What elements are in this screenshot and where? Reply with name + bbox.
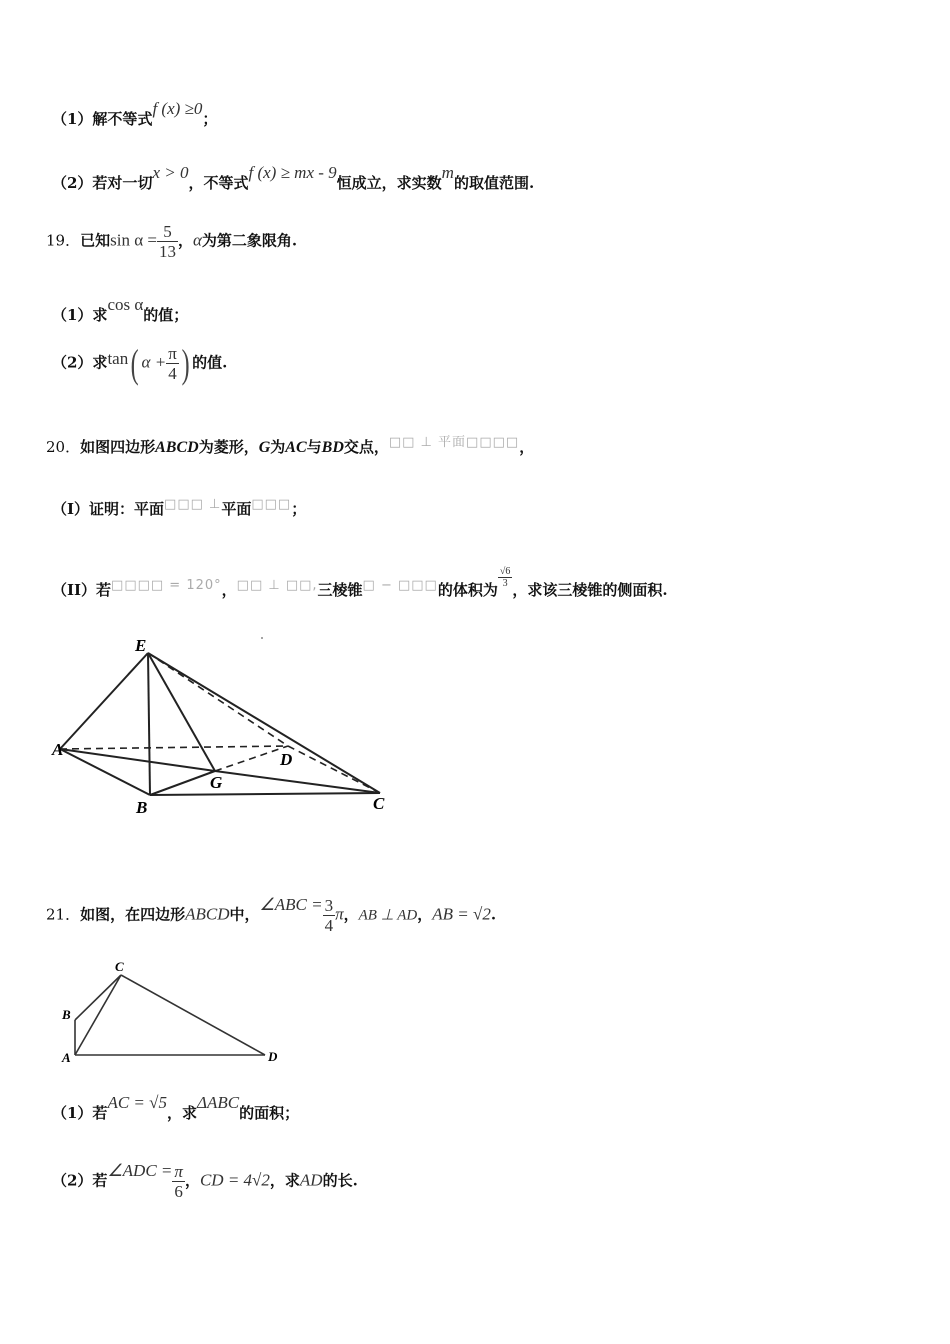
- q21-p2-mid: ，求: [269, 1171, 300, 1190]
- q20-stem: [46, 436, 534, 457]
- q19-stem: [46, 222, 297, 261]
- q21-angle-lhs: ∠ABC =: [259, 894, 323, 914]
- edge-eg: [148, 653, 215, 771]
- fig20-label-a: A: [52, 740, 64, 759]
- q21-number: 21．: [46, 905, 81, 924]
- q21-comma2: ，: [417, 905, 433, 924]
- q18-part1: [52, 99, 218, 129]
- q21-p2-fraction: [172, 1162, 185, 1201]
- q20-text5: 交点，: [343, 438, 389, 456]
- q21-p2-label: （2）若: [52, 1171, 108, 1190]
- q20-p1-garbled1: □□□ ⊥: [164, 497, 222, 512]
- q20-p2-comma: ，: [221, 581, 237, 599]
- fig20-label-g: G: [210, 773, 223, 792]
- q20-text4: 与: [306, 438, 322, 456]
- q18-p2-mid2: 恒成立，求实数: [336, 174, 442, 192]
- q19-part1: [52, 295, 189, 325]
- q21-p2-frac-den: 6: [174, 1182, 183, 1201]
- q21-ab-eq: AB = √2: [432, 904, 491, 924]
- q21-p1-label: （1）若: [52, 1104, 108, 1122]
- q19-fraction: [157, 222, 178, 261]
- q20-number: 20．: [46, 438, 81, 456]
- edge-bc: [150, 793, 380, 795]
- q21-p1-end: 的面积；: [239, 1104, 300, 1122]
- q20-p2-garbled3: □ − □□□: [362, 578, 438, 593]
- q20-p1-label: （I）证明：平面: [52, 500, 165, 518]
- edge-bc: [75, 975, 121, 1020]
- q18-p2-end: 的取值范围.: [453, 174, 535, 192]
- edge-gc: [215, 771, 380, 793]
- q21-part1: [52, 1093, 300, 1123]
- q21-p2-angle: ∠ADC =: [107, 1160, 173, 1180]
- q20-p2-label: （II）若: [52, 581, 112, 599]
- q20-abcd: ABCD: [155, 439, 199, 456]
- q21-p1-math2: ΔABC: [196, 1093, 240, 1112]
- q21-comma1: ，: [343, 905, 359, 924]
- fig21-label-d: D: [268, 1049, 278, 1064]
- q21-p2-ad: AD: [299, 1170, 323, 1190]
- q18-p2-mid: ，不等式: [188, 174, 249, 192]
- q19-p2-rparen: ): [181, 341, 190, 386]
- q18-p2-math3: m: [441, 163, 454, 182]
- q19-sin-lhs: sin α =: [110, 230, 157, 250]
- q19-p2-label: （2）求: [52, 353, 108, 372]
- q19-alpha: α: [192, 230, 202, 250]
- q20-pyramid-figure: [40, 625, 410, 825]
- edge-ec: [148, 653, 380, 793]
- q21-perp: AB ⊥ AD: [358, 907, 418, 924]
- q19-comma: ，: [177, 231, 193, 250]
- q20-p2-mid: 三棱锥: [317, 581, 363, 599]
- q20-p1-mid: 平面: [221, 500, 252, 518]
- q21-quadrilateral-figure: [55, 955, 295, 1070]
- q19-number: 19．: [46, 231, 81, 250]
- q18-p1-label: （1）解不等式: [52, 110, 153, 128]
- q21-angle-den: 4: [324, 916, 334, 935]
- q21-abcd: ABCD: [185, 904, 230, 924]
- edge-ea: [60, 653, 148, 749]
- q20-p2-frac-num: √6: [499, 565, 511, 577]
- stray-dot: [261, 637, 263, 639]
- q20-text3: 为: [270, 438, 286, 456]
- q19-p1-label: （1）求: [52, 306, 108, 324]
- fig21-label-a: A: [62, 1050, 71, 1065]
- q19-p1-math: cos α: [107, 295, 144, 314]
- q19-text2: 为第二象限角.: [201, 231, 298, 250]
- edge-ad-hidden: [60, 746, 288, 749]
- q20-text2: 为菱形，: [198, 438, 259, 456]
- q18-p2-math1: x > 0: [152, 163, 189, 182]
- q21-p1-mid: ，求: [166, 1104, 197, 1122]
- q21-angle-fraction: [323, 896, 336, 935]
- q20-p2-frac-den: 3: [502, 577, 508, 589]
- fig21-label-b: B: [62, 1007, 71, 1022]
- q20-g: G: [258, 439, 271, 456]
- q19-p2-fraction: [166, 344, 179, 383]
- edge-gd-hidden: [215, 746, 288, 771]
- q20-p2-fraction: [498, 566, 513, 589]
- q19-p2-lparen: (: [130, 341, 139, 386]
- q19-p2-end: 的值.: [192, 353, 228, 372]
- q21-part2: [52, 1162, 358, 1201]
- q21-p2-end: 的长.: [322, 1171, 358, 1190]
- q19-p2-alpha: α +: [141, 352, 167, 372]
- q21-p2-cd: CD = 4√2: [199, 1170, 270, 1190]
- q21-p1-math: AC = √5: [107, 1093, 167, 1112]
- q21-p2-comma: ，: [184, 1171, 200, 1190]
- q21-p2-frac-num: π: [174, 1162, 183, 1181]
- q19-p1-end: 的值；: [143, 306, 189, 324]
- q19-part2: [52, 340, 227, 387]
- fig21-label-c: C: [115, 959, 124, 974]
- q19-p2-frac-den: 4: [168, 364, 177, 383]
- fig20-label-d: D: [280, 750, 293, 769]
- q18-p1-math: f (x) ≥0: [152, 99, 203, 118]
- q21-stem: [46, 896, 496, 935]
- q20-p1-garbled2: □□□: [251, 497, 292, 512]
- q21-angle-num: 3: [324, 896, 334, 915]
- q20-p2-mid2: 的体积为: [437, 581, 498, 599]
- q19-p2-frac-num: π: [168, 344, 177, 363]
- q19-text1: 已知: [80, 231, 111, 250]
- q20-bd: BD: [321, 439, 344, 456]
- q20-text6: ，: [519, 438, 535, 456]
- q20-text1: 如图四边形: [80, 438, 156, 456]
- fig20-label-c: C: [373, 794, 385, 813]
- q19-frac-den: 13: [158, 242, 176, 261]
- edge-ac: [75, 975, 121, 1055]
- edge-eb: [148, 653, 150, 795]
- fig20-label-b: B: [136, 798, 148, 817]
- q21-text1: 如图，在四边形: [80, 905, 186, 924]
- q18-p1-end: ；: [202, 110, 218, 128]
- edge-cd: [121, 975, 265, 1055]
- q19-p2-tan: tan: [107, 348, 129, 368]
- q20-p1-end: ；: [291, 500, 307, 518]
- q19-frac-num: 5: [157, 222, 178, 242]
- q20-garbled-condition: □□ ⊥ 平面□□□□: [388, 435, 520, 450]
- q18-p2-label: （2）若对一切: [52, 174, 153, 192]
- fig20-label-e: E: [135, 636, 147, 655]
- q18-part2: [52, 163, 535, 193]
- q20-p2-end: ，求该三棱锥的侧面积.: [512, 581, 668, 599]
- q20-part2: [52, 565, 668, 603]
- q20-ac: AC: [285, 439, 307, 456]
- q21-end: .: [490, 905, 497, 924]
- q20-p2-garbled1: □□□□ = 120°: [111, 578, 222, 593]
- q18-p2-math2: f (x) ≥ mx - 9: [248, 163, 337, 182]
- q20-part1: [52, 498, 306, 519]
- edge-ed-hidden: [148, 653, 288, 746]
- edge-bg: [150, 771, 215, 795]
- q20-p2-garbled2: □□ ⊥ □□,: [236, 578, 318, 593]
- q21-text2: 中，: [229, 905, 260, 924]
- q21-angle-pi: π: [335, 904, 344, 924]
